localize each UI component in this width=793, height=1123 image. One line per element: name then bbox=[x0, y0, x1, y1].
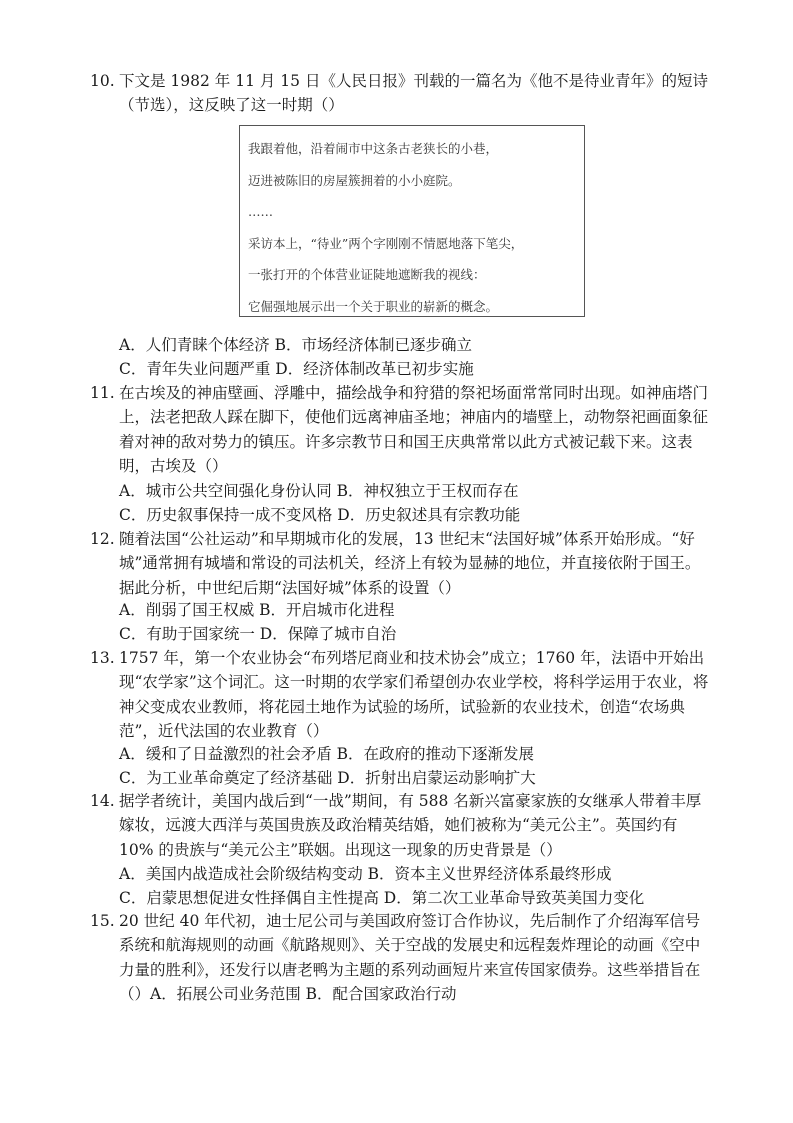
option-line: A．削弱了国王权威 B．开启城市化进程 bbox=[119, 601, 395, 619]
question-number: 15. bbox=[90, 912, 115, 930]
question-number: 10. bbox=[90, 72, 115, 90]
poem-line: …… bbox=[248, 204, 273, 219]
question-11 bbox=[90, 381, 712, 479]
question-12 bbox=[90, 527, 712, 600]
poem-line: 迈进被陈旧的房屋簇拥着的小小庭院。 bbox=[248, 172, 461, 188]
question-14 bbox=[90, 789, 712, 862]
question-stem: 在古埃及的神庙壁画、浮雕中，描绘战争和狩猎的祭祀场面常常同时出现。如神庙塔门上，法老把敌人踩在脚下，使他们远离神庙圣地；神庙内的墙壁上，动物祭祀画面象征着对神的敌对势力的镇压。许多宗教节日和国王庆典常常以此方式被记载下来。这表明，古埃及（） bbox=[119, 384, 709, 476]
option-line: C．启蒙思想促进女性择偶自主性提高 D．第二次工业革命导致英美国力变化 bbox=[119, 889, 645, 907]
option-line: A．城市公共空间强化身份认同 B．神权独立于王权而存在 bbox=[119, 482, 519, 500]
poem-excerpt-box bbox=[239, 125, 585, 317]
question-number: 13. bbox=[90, 649, 115, 667]
question-stem: 据学者统计，美国内战后到“一战”期间，有 588 名新兴富豪家族的女继承人带着丰厚嫁妆，远渡大西洋与英国贵族及政治精英结婚，她们被称为“美元公主”。英国约有 10% 的贵族与“美元公主”联姻。出现这一现象的历史背景是（） bbox=[119, 792, 702, 859]
option-line: C．有助于国家统一 D．保障了城市自治 bbox=[119, 625, 397, 643]
poem-line: 我跟着他，沿着闹市中这条古老狭长的小巷， bbox=[248, 141, 499, 156]
option-line: C．青年失业问题严重 D．经济体制改革已初步实施 bbox=[119, 360, 474, 378]
option-line: A．人们青睐个体经济 B．市场经济体制已逐步确立 bbox=[119, 336, 473, 354]
question-15 bbox=[90, 909, 712, 1007]
question-stem: 下文是 1982 年 11 月 15 日《人民日报》刊载的一篇名为《他不是待业青年》的短诗（节选），这反映了这一时期（） bbox=[119, 72, 708, 115]
option-line: C．历史叙事保持一成不变风格 D．历史叙述具有宗教功能 bbox=[119, 506, 521, 524]
question-number: 14. bbox=[90, 792, 115, 810]
poem-line: 一张打开的个体营业证陡地遮断我的视线： bbox=[248, 267, 486, 282]
option-line: A．美国内战造成社会阶级结构变动 B．资本主义世界经济体系最终形成 bbox=[119, 865, 612, 883]
poem-line: 采访本上，“待业”两个字刚刚不情愿地落下笔尖， bbox=[248, 235, 524, 251]
question-stem: 20 世纪 40 年代初，迪士尼公司与美国政府签订合作协议，先后制作了介绍海军信号系统和航海规则的动画《航路规则》、关于空战的发展史和远程轰炸理论的动画《空中力量的胜利》，还发行以唐老鸭为主题的系列动画短片来宣传国家债券。这些举措旨在（）A．拓展公司业务范围 B．配合国家政治行动 bbox=[119, 912, 701, 1004]
question-number: 11. bbox=[90, 384, 115, 402]
option-line: A．缓和了日益激烈的社会矛盾 B．在政府的推动下逐渐发展 bbox=[119, 745, 535, 763]
question-number: 12. bbox=[90, 530, 115, 548]
option-line: C．为工业革命奠定了经济基础 D．折射出启蒙运动影响扩大 bbox=[119, 769, 536, 787]
question-10 bbox=[90, 69, 712, 118]
question-stem: 随着法国“公社运动”和早期城市化的发展，13 世纪末“法国好城”体系开始形成。“好城”通常拥有城墙和常设的司法机关，经济上有较为显赫的地位，并直接依附于国王。据此分析，中世纪后期“法国好城”体系的设置（） bbox=[119, 530, 701, 597]
question-stem: 1757 年，第一个农业协会“布列塔尼商业和技术协会”成立；1760 年，法语中开始出现“农学家”这个词汇。这一时期的农学家们希望创办农业学校，将科学运用于农业，将神父变成农业教师，将花园土地作为试验的场所，试验新的农业技术，创造“农场典范”，近代法国的农业教育（） bbox=[119, 649, 709, 741]
poem-line: 它倔强地展示出一个关于职业的崭新的概念。 bbox=[248, 298, 499, 314]
question-13 bbox=[90, 646, 712, 744]
